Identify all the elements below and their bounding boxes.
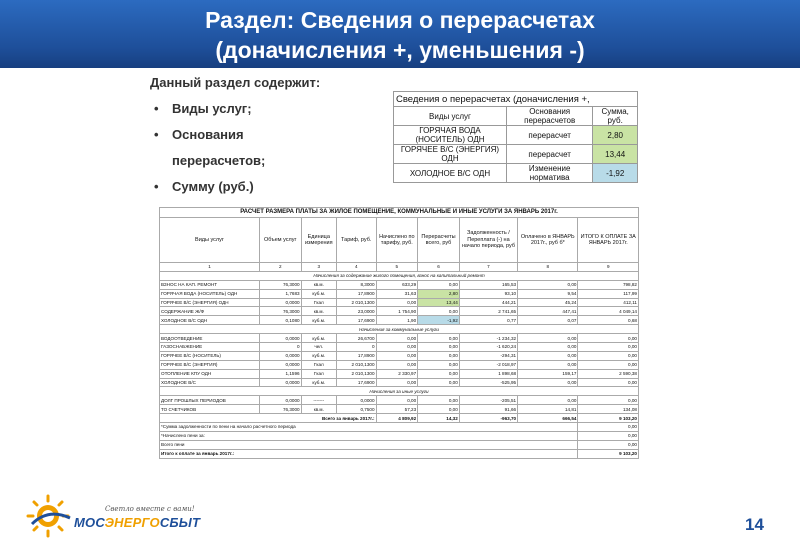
sun-icon	[28, 496, 70, 536]
column-header: Единица измерения	[301, 218, 336, 263]
table-row: ГОРЯЧЕЕ В/С (НОСИТЕЛЬ) 0,0000 куб.м. 17,8900 0,00 0,00 -294,31 0,00 0,00	[161, 353, 637, 359]
column-header: Начислено по тарифу, руб.	[376, 218, 418, 263]
column-number-row: 1 2 3 4 5 6 7 8 9	[160, 263, 639, 272]
footer-row: *Начислено пени за: 0,00	[161, 433, 637, 439]
brand-name: МОСЭНЕРГОСБЫТ	[74, 515, 201, 530]
column-header: Задолженность / Переплата (-) на начало периода, руб	[459, 218, 517, 263]
table-row: ДОЛГ ПРОШЛЫХ ПЕРИОДОВ 0,0000 ------- 0,0000 0,00 0,00 -205,51 0,00 0,00	[161, 397, 637, 403]
section-label: Начисления за иные услуги	[160, 387, 639, 396]
table-row: СОДЕРЖАНИЕ Ж/Ф 76,3000 кв.м. 23,0000 1 754,90 0,00 2 741,65 447,41 4 049,14	[161, 308, 637, 314]
summary-row: ХОЛОДНОЕ В/С ОДН Изменение норматива -1,92	[394, 164, 638, 183]
table-row: ВОДООТВЕДЕНИЕ 0,0000 куб.м. 26,6700 0,00 0,00 -1 234,32 0,00 0,00	[161, 335, 637, 341]
summary-row: ГОРЯЧЕЕ В/С (ЭНЕРГИЯ) ОДН перерасчет 13,44	[394, 145, 638, 164]
column-header: ИТОГО К ОПЛАТЕ ЗА ЯНВАРЬ 2017г.	[578, 218, 639, 263]
footer-row: Всего пени 0,00	[161, 442, 637, 448]
column-header: Оплачено в ЯНВАРЬ 2017г., руб б*	[518, 218, 578, 263]
recalculation-summary-table	[393, 91, 638, 183]
slide-header	[0, 0, 800, 68]
page-number: 14	[745, 515, 764, 534]
footer-row: *Сумма задолженности по пени на начало расчетного периода 0,00	[161, 424, 637, 430]
intro-lead: Данный раздел содержит:	[150, 75, 321, 90]
slide-title-line2: (доначисления +, уменьшения -)	[215, 37, 585, 63]
table-row: ГОРЯЧЕЕ В/С (ЭНЕРГИЯ) ОДН 0,0000 Гкал 2 010,1300 0,00 13,44 444,21 45,24 412,11	[161, 300, 637, 305]
table-header-row	[160, 218, 639, 263]
summary-row: ГОРЯЧАЯ ВОДА (НОСИТЕЛЬ) ОДН перерасчет 2,80	[394, 126, 638, 145]
table-title: РАСЧЕТ РАЗМЕРА ПЛАТЫ ЗА ЖИЛОЕ ПОМЕЩЕНИЕ, КОММУНАЛЬНЫЕ И ИНЫЕ УСЛУГИ ЗА ЯНВАРЬ 2017г.	[160, 208, 639, 218]
table-row: ТО СЧЕТЧИКОВ 76,3000 кв.м. 0,7500 57,23 0,00 91,66 14,81 134,08	[161, 406, 637, 412]
column-header: Перерасчеты всего, руб	[418, 218, 460, 263]
table-title-row	[160, 208, 639, 218]
bullet-dot-icon: •	[154, 179, 159, 194]
table-row: ВЗНОС НА КАП. РЕМОНТ 76,3000 кв.м. 8,3000 633,29 0,00 165,53 0,00 798,82	[161, 282, 637, 288]
section-label-row	[160, 387, 639, 396]
column-header: Виды услуг	[160, 218, 260, 263]
bullet-dot-icon: •	[154, 127, 159, 142]
section-label: Начисления за коммунальные услуги	[160, 325, 639, 334]
column-header: Тариф, руб.	[336, 218, 376, 263]
intro-block	[150, 75, 380, 200]
bullet-dot-icon: •	[154, 101, 159, 116]
table-row: ХОЛОДНОЕ В/С ОДН 0,1080 куб.м. 17,6900 1,90 -1,92 0,77 0,07 0,68	[161, 317, 637, 323]
table-row: ГОРЯЧЕЕ В/С (ЭНЕРГИЯ) 0,0000 Гкал 2 010,1300 0,00 0,00 -2 018,97 0,00 0,00	[161, 362, 637, 368]
table-row: ХОЛОДНОЕ В/С 0,0000 куб.м. 17,6900 0,00 0,00 -525,95 0,00 0,00	[161, 380, 637, 386]
summary-caption: Сведения о перерасчетах (доначисления +,	[394, 92, 638, 107]
table-row: ГОРЯЧАЯ ВОДА (НОСИТЕЛЬ) ОДН 1,7683 куб.м. 17,8900 31,63 2,80 93,10 9,54 117,99	[161, 291, 637, 297]
intro-list	[150, 96, 380, 200]
total-row: Всего за январь 2017г.: 4 809,92 14,32 -963,70 666,54 9 103,20	[160, 414, 639, 423]
slide-title-line1: Раздел: Сведения о перерасчетах	[205, 7, 595, 33]
section-label-row	[160, 325, 639, 334]
payment-calculation-table	[159, 207, 639, 459]
summary-header-row: Виды услуг Основания перерасчетов Сумма, руб.	[394, 107, 638, 126]
intro-bullet: • Сумму (руб.)	[150, 174, 380, 200]
column-header: Объем услуг	[259, 218, 301, 263]
intro-bullet: • Виды услуг;	[150, 96, 380, 122]
footer-row: Итого к оплате за январь 2017г.: 9 103,20	[161, 451, 637, 457]
table-row: ОТОПЛЕНИЕ КПУ ОДН 1,1596 Гкал 2 010,1300 2 330,97 0,00 1 898,68 159,17 2 590,38	[161, 371, 637, 377]
section-label: Начисления за содержание жилого помещения, взнос на капитальный ремонт	[160, 271, 639, 280]
company-slogan: Светло вместе с вами!	[105, 505, 195, 513]
section-label-row	[160, 271, 639, 280]
intro-bullet: • Основания перерасчетов;	[150, 122, 282, 174]
table-row: ГАЗОСНАБЖЕНИЕ 0 чел. 0 0,00 0,00 -1 620,24 0,00 0,00	[161, 344, 637, 350]
